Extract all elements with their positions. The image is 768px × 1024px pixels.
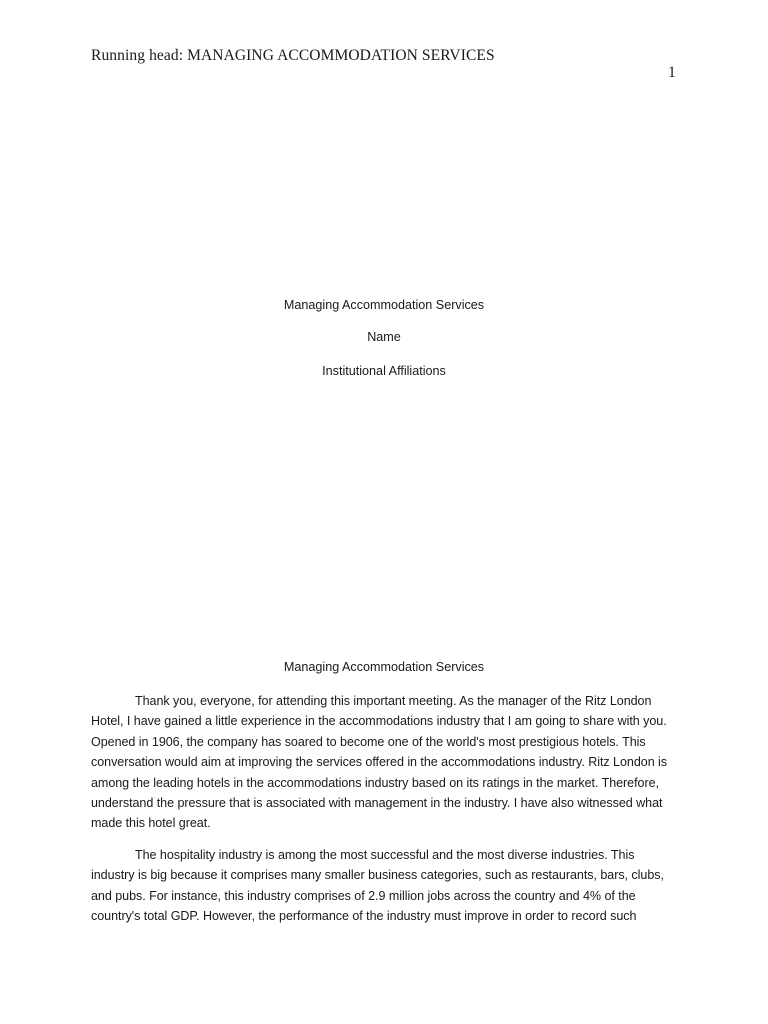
author-name: Name [367, 330, 401, 344]
body-paragraph: Thank you, everyone, for attending this important meeting. As the manager of the Ritz London Hotel, I have gained a little experience in the accommodations industry that I am going to share with you. Opened in 1906, the company has soared to become one of the world's most prestigious hotels. This conversation would aim at improving the services offered in the accommodations industry. Ritz London is among the leading hotels in the accommodations industry based on its ratings in the market. Therefore, understand the pressure that is associated with management in the industry. I have also witnessed what made this hotel great. [91, 694, 668, 831]
title-page-title: Managing Accommodation Services [283, 298, 485, 312]
body-title: Managing Accommodation Services [283, 660, 485, 674]
running-head: Running head: MANAGING ACCOMMODATION SERVICES [91, 47, 495, 64]
body-paragraph: The hospitality industry is among the most successful and the most diverse industries. This industry is big because it comprises many smaller business categories, such as restaurants, bars, clubs, and pubs. For instance, this industry comprises of 2.9 million jobs across the country and 4% of the country's total GDP. However, the performance of the industry must improve in order to record such [91, 848, 664, 924]
institutional-affiliation: Institutional Affiliations [322, 364, 446, 378]
page-number: 1 [668, 64, 676, 81]
